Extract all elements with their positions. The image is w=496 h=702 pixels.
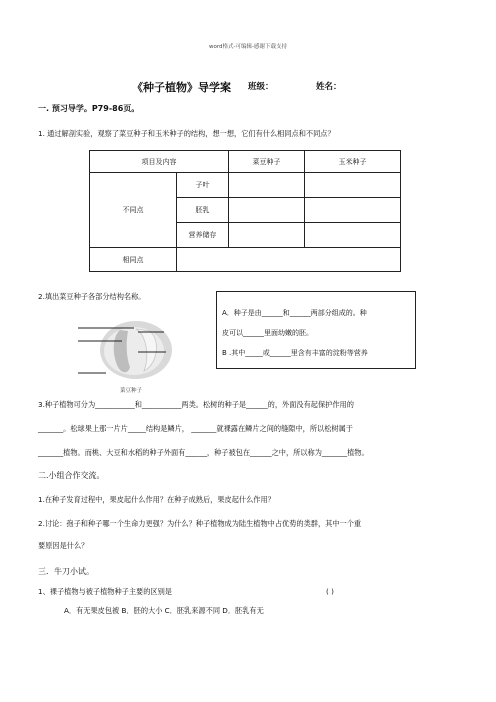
section-quiz-heading: 三．牛刀小试。	[38, 567, 94, 576]
box-line-1: A．种子是由______和______两部分组成的。种	[222, 309, 367, 317]
discussion-1: 1.在种子发育过程中，果皮起什么作用？在种子成熟后，果皮起什么作用？	[38, 495, 275, 504]
cell-corn-nutrient[interactable]	[305, 223, 401, 248]
row-endosperm: 胚乳	[177, 198, 229, 223]
section-preview-heading: 一. 预习导学。P79-86页。	[38, 104, 140, 113]
row-nutrient: 营养储存	[177, 223, 229, 248]
cell-bean-cotyledon[interactable]	[229, 173, 305, 198]
discussion-2-line-2: 要原因是什么？	[38, 541, 89, 550]
cell-corn-endosperm[interactable]	[305, 198, 401, 223]
question-3-line-3: _______植物。而桃、大豆和水稻的种子外面有______，种子被包在______之中，所以称为_______植物。	[38, 448, 369, 457]
bean-seed-figure	[76, 317, 176, 399]
fill-in-box	[216, 291, 416, 369]
mcq-answer-paren[interactable]: ( )	[326, 587, 334, 596]
same-label: 相同点	[90, 248, 177, 272]
question-1: 1. 通过解剖实验，观察了菜豆种子和玉米种子的结构，想一想，它们有什么相同点和不同点？	[38, 129, 335, 138]
page-title: 《种子植物》导学案	[132, 81, 231, 94]
header-bean: 菜豆种子	[229, 151, 305, 173]
box-line-3: B .其中_____或______里含有丰富的淀粉等营养	[222, 349, 368, 357]
name-label: 姓名：	[316, 82, 342, 92]
header-corn: 玉米种子	[305, 151, 401, 173]
cell-bean-nutrient[interactable]	[229, 223, 305, 248]
question-3-line-2: _______。松球果上那一片片_____结构是鳞片， _______就裸露在鳞片之间的缝隙中，所以松树属于	[38, 424, 353, 433]
header-note: word格式-可编辑-感谢下载支持	[209, 44, 287, 50]
header-item: 项目及内容	[90, 151, 229, 173]
box-line-2: 皮可以______里面幼嫩的胚。	[222, 329, 313, 337]
class-label: 班级：	[248, 82, 274, 92]
mcq-options: A．有无果皮包被 B．胚的大小 C．胚乳来源不同 D．胚乳有无	[64, 606, 264, 615]
mcq-question: 1、裸子植物与被子植物种子主要的区别是	[38, 587, 172, 596]
row-cotyledon: 子叶	[177, 173, 229, 198]
cell-same[interactable]	[177, 248, 401, 272]
discussion-2-line-1: 2.讨论：孢子和种子哪一个生命力更强？为什么？种子植物成为陆生植物中占优势的类群，其中一个重	[38, 519, 362, 528]
diff-label: 不同点	[90, 173, 177, 248]
comparison-table	[89, 150, 401, 272]
figure-caption: 菜豆种子	[120, 388, 143, 394]
cell-bean-endosperm[interactable]	[229, 198, 305, 223]
question-2: 2.填出菜豆种子各部分结构名称。	[38, 292, 146, 301]
question-3-line-1: 3.种子植物可分为___________和___________两类。松树的种子是______的，外面没有起保护作用的	[38, 400, 354, 409]
section-group-heading: 二.小组合作交流。	[38, 471, 105, 480]
cell-corn-cotyledon[interactable]	[305, 173, 401, 198]
